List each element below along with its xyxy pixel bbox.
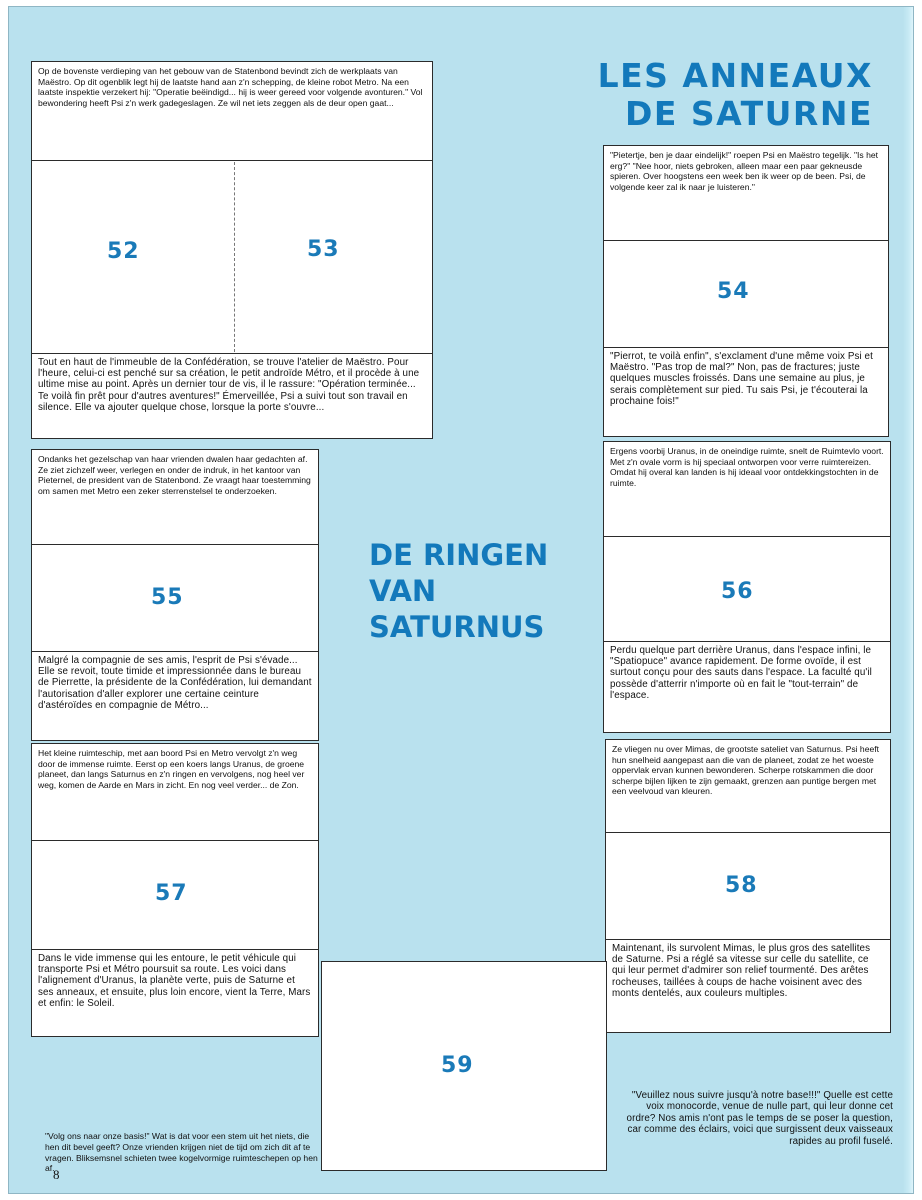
- panel-number-58: 58: [725, 873, 758, 898]
- caption-55-dutch: Ondanks het gezelschap van haar vrienden dwalen haar gedachten af. Ze ziet zichzelf weer, verlegen en onder de indruk, in het kantoor van Pieternel, de president van de Statenbond. Ze vraagt haar toestemming om samen met Metro een zeker sterrenstelsel te onderzoeken.: [31, 449, 319, 545]
- title-french: [598, 57, 873, 133]
- panel-divider: [234, 162, 235, 352]
- panel-52-53-frame: [31, 160, 433, 354]
- panel-number-52: 52: [107, 239, 140, 264]
- caption-54-dutch: "Pietertje, ben je daar eindelijk!" roepen Psi en Maëstro tegelijk. "Is het erg?" "Nee hoor, niets gebroken, alleen maar een paar gekneusde spieren. Over hoogstens een week ben ik weer op de been. Psi, de volgende keer zal ik naar je luisteren.": [603, 145, 889, 241]
- title-dutch-line-2: VAN: [369, 574, 437, 608]
- caption-57-french: Dans le vide immense qui les entoure, le petit véhicule qui transporte Psi et Métro poursuit sa route. Les voici dans l'alignement d'Uranus, la planète verte, puis de Saturne et ses anneaux, et ensuite, plus loin encore, vient la Terre, Mars et enfin: le Soleil.: [31, 949, 319, 1037]
- caption-59-french: "Veuillez nous suivre jusqu'à notre base!!!" Quelle est cette voix monocorde, venue de nulle part, qui leur donne cet ordre? Nos amis n'ont pas le temps de se poser la question, car comme des éclairs, voici que surgissent deux vaisseaux rapides au profil fuselé.: [626, 1090, 893, 1147]
- caption-58-french: Maintenant, ils survolent Mimas, le plus gros des satellites de Saturne. Psi a réglé sa vitesse sur celle du satellite, ce qui leur permet d'admirer son relief tourmenté. Des arêtes rocheuses, taillées à coups de hache voisinent avec des monts dentelés, aux couleurs multiples.: [605, 939, 891, 1033]
- panel-number-53: 53: [307, 237, 340, 262]
- comic-page: [8, 6, 914, 1194]
- caption-57-dutch: Het kleine ruimteschip, met aan boord Psi en Metro vervolgt z'n weg door de immense ruimte. Eerst op een koers langs Uranus, de groene planeet, dan langs Saturnus en z'n ringen en vervolgens, nog heel ver weg, komen de Aarde en Mars in zicht. En nog veel verder... de Zon.: [31, 743, 319, 841]
- caption-52-dutch: Op de bovenste verdieping van het gebouw van de Statenbond bevindt zich de werkplaats van Maëstro. Op dit ogenblik legt hij de laatste hand aan z'n schepping, de kleine robot Metro. Na een laatste inspektie verzekert hij: "Operatie beëindigd... hij is weer gereed voor volgende avonturen." Vol bewondering heeft Psi z'n werk gadegeslagen. Ze wil net iets zeggen als de deur open gaat...: [31, 61, 433, 161]
- panel-number-55: 55: [151, 585, 184, 610]
- page-fold-shadow: [903, 7, 913, 1193]
- panel-number-59: 59: [441, 1053, 474, 1078]
- title-dutch-line-3: SATURNUS: [369, 610, 545, 644]
- panel-number-54: 54: [717, 279, 750, 304]
- caption-58-dutch: Ze vliegen nu over Mimas, de grootste sateliet van Saturnus. Psi heeft hun snelheid aangepast aan die van de planeet, zodat ze het woeste oppervlak ervan kunnen bewonderen. Scherpe rotskammen die door scherpe bijlen lijken te zijn gemaakt, grenzen aan puntige bergen met een veelvoud van kleuren.: [605, 739, 891, 833]
- panel-number-56: 56: [721, 579, 754, 604]
- caption-54-french: "Pierrot, te voilà enfin", s'exclament d'une même voix Psi et Maëstro. "Pas trop de mal?" Non, pas de fractures; juste quelques muscles froissés. Dans une semaine au plus, je serais complètement sur pied. Tu sais Psi, je t'écouterai la prochaine fois!": [603, 347, 889, 437]
- title-dutch: [369, 537, 548, 645]
- page-number: 8: [53, 1167, 60, 1182]
- title-french-line-2: DE SATURNE: [624, 94, 873, 133]
- caption-56-dutch: Ergens voorbij Uranus, in de oneindige ruimte, snelt de Ruimtevlo voort. Met z'n ovale vorm is hij speciaal ontworpen voor verre ruimtereizen. Omdat hij overal kan landen is hij ideaal voor ontdekkingstochten in de ruimte.: [603, 441, 891, 537]
- title-french-line-1: LES ANNEAUX: [597, 56, 873, 95]
- caption-56-french: Perdu quelque part derrière Uranus, dans l'espace infini, le "Spatiopuce" avance rapidement. De forme ovoïde, il est surtout conçu pour des sauts dans l'espace. La faculté qu'il possède d'atterrir n'importe où en fait le "tout-terrain" de l'espace.: [603, 641, 891, 733]
- caption-59-dutch: "Volg ons naar onze basis!" Wat is dat voor een stem uit het niets, die hen dit bevel geeft? Onze vrienden krijgen niet de tijd om zich dit af te vragen. Bliksemsnel schieten twee kogelvormige ruimteschepen op hen af.: [45, 1131, 318, 1174]
- title-dutch-line-1: DE RINGEN: [369, 538, 549, 572]
- panel-number-57: 57: [155, 881, 188, 906]
- caption-55-french: Malgré la compagnie de ses amis, l'esprit de Psi s'évade... Elle se revoit, toute timide et impressionnée dans le bureau de Pierrette, la présidente de la Confédération, lui demandant l'autorisation d'aller explorer une certaine ceinture d'astéroïdes en compagnie de Métro...: [31, 651, 319, 741]
- caption-52-french: Tout en haut de l'immeuble de la Confédération, se trouve l'atelier de Maëstro. Pour l'heure, celui-ci est penché sur sa création, le petit androïde Métro, et il procède à une ultime mise au point. Après un dernier tour de vis, il le rassure: "Opération terminée... Te voilà fin prêt pour d'autres aventures!" Émerveillée, Psi a suivi tout son travail en silence. Elle va ajouter quelque chose, lorsque la porte s'ouvre...: [31, 353, 433, 439]
